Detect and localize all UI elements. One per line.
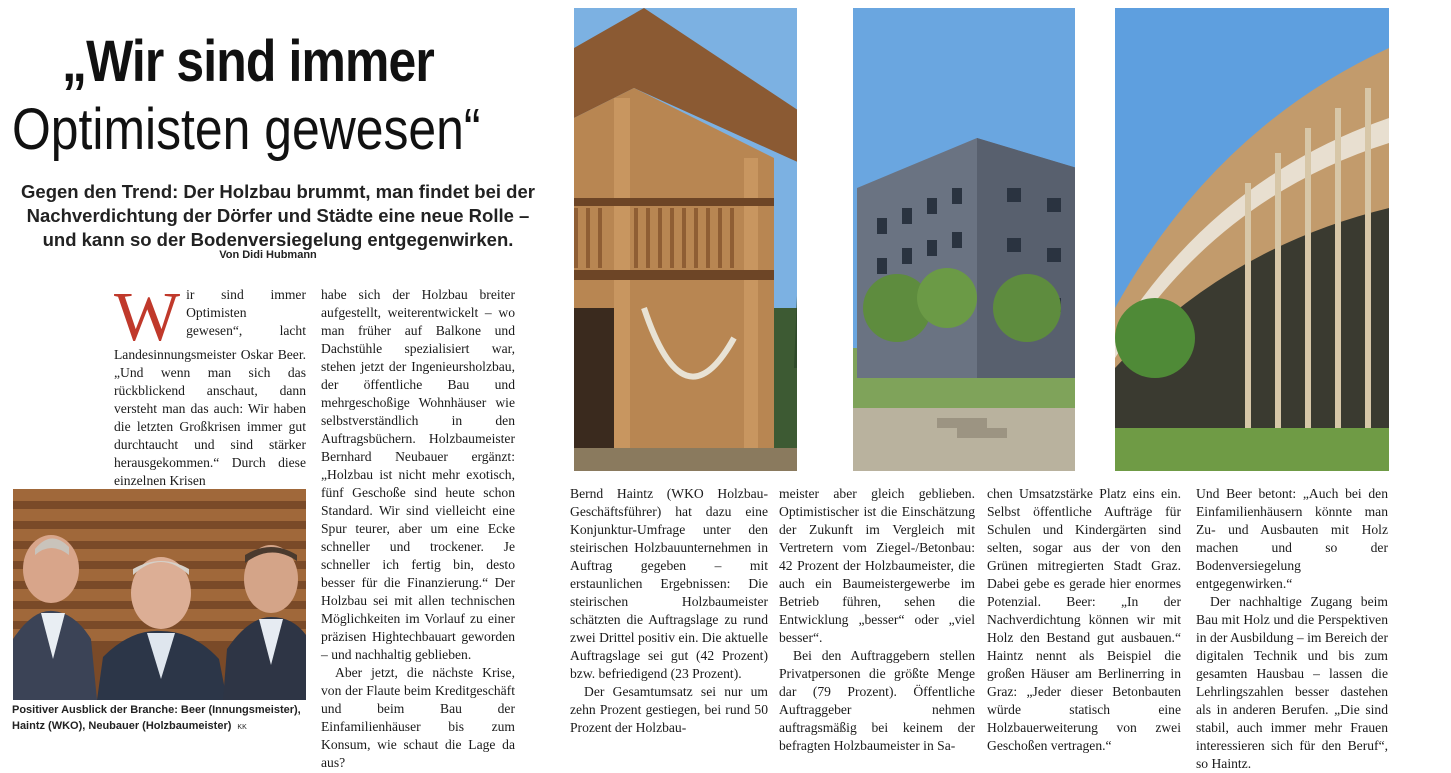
column-6-paragraph-1: Und Beer betont: „Auch bei den Einfamilienhäusern könnte man Zu- und Ausbauten mit Holz machen und so der Bodenversiegelung entgegenwirken.“ [1196, 486, 1388, 591]
column-6 [1196, 485, 1388, 773]
column-2 [321, 286, 515, 772]
column-4-paragraph-2: Bei den Auftraggebern stellen Privatpersonen die größte Menge dar (79 Prozent). Öffentliche Auftraggeber nehmen auftragsmäßig bei keinem der befragten Holzbaumeister in Sa- [779, 648, 975, 753]
caption-text: Positiver Ausblick der Branche: Beer (Innungsmeister), Haintz (WKO), Neubauer (Holzbaumeister) [12, 704, 301, 732]
curved-building-image [1075, 8, 1389, 471]
photo-credit: KK [237, 724, 247, 731]
photo-curved-building [1075, 8, 1389, 471]
portrait-image [13, 489, 306, 700]
column-2-paragraph-2: Aber jetzt, die nächste Krise, von der Flaute beim Kreditgeschäft und beim Bau der Einfamilienhäuser bis zum Konsum, wie schaut die Lage da aus? [321, 665, 515, 770]
photo-caption [12, 702, 310, 736]
author-byline: Von Didi Hubmann [219, 249, 317, 261]
subheadline: Gegen den Trend: Der Holzbau brummt, man findet bei der Nachverdichtung der Dörfer und Städte eine neue Rolle – und kann so der Bodenversiegelung entgegenwirken. [21, 181, 535, 250]
column-1 [114, 279, 306, 490]
drop-cap: W [114, 279, 181, 356]
column-4 [779, 485, 975, 755]
column-1-text: ir sind immer Optimisten gewesen“, lacht Landesinnungsmeister Oskar Beer. „Und wenn man sich das rückblickend anschaut, dann versteht man das auch: Wir haben die letzten Großkrisen immer gut durchtaucht und sind stärker herausgekommen.“ Durch diese einzelnen Krisen [114, 287, 306, 488]
column-4-paragraph-1: meister aber gleich geblieben. Optimistischer ist die Einschätzung der Zukunft im Vergleich mit Vertretern vom Ziegel-/Betonbau: 42 Prozent der Holzbaumeister, die auch ein Baumeistergewerbe im Betrieb führen, sehen die Entwicklung „besser“ oder „viel besser“. [779, 486, 975, 645]
column-6-paragraph-2: Der nachhaltige Zugang beim Bau mit Holz und die Perspektiven in der Ausbildung – im Bereich der digitalen Technik und bis zum gesamten Hausbau – lassen die Lehrlingszahlen besser dastehen als in anderen Berufen. „Die sind stabil, auch immer mehr Frauen interessieren sich für den Beruf“, so Haintz. [1196, 594, 1388, 771]
column-3-paragraph-1: Bernd Haintz (WKO Holzbau-Geschäftsführer) hat dazu eine Konjunktur-Umfrage unter den steirischen Holzbauunternehmen in Auftrag gegeben – mit erstaunlichen Ergebnissen: Die steirischen Holzbaumeister schätzten die Auftragslage zu rund zwei Drittel positiv ein. Die aktuelle Auftragslage sei gut (42 Prozent) bzw. befriedigend (23 Prozent). [570, 486, 768, 681]
column-5-paragraph-1: chen Umsatzstärke Platz eins ein. Selbst öffentliche Aufträge für Schulen und Kindergärten sind selten, sogar aus der von den Grünen mitregierten Stadt Graz. Dabei gebe es gerade hier enormes Potenzial. Beer: „In der Nachverdichtung können wir mit Holz den Bestand gut ausbauen.“ Haintz nennt als Beispiel die großen Häuser am Berlinerring in Graz: „Jeder dieser Betonbauten würde statisch eine Holzbauerweiterung von zwei Geschoßen vertragen.“ [987, 486, 1181, 753]
column-2-paragraph-1: habe sich der Holzbau breiter aufgestellt, weiterentwickelt – wo man früher auf Balkone und Dachstühle spezialisiert war, stehen jetzt der Ingenieursholzbau, der öffentliche Bau und mehrgeschoßige Wohnhäuser wie selbstverständlich in den Auftragsbüchern. Holzbaumeister Bernhard Neubauer ergänzt: „Holzbau ist nicht mehr exotisch, fünf Geschoße sind heute schon Standard. Wir sind vielleicht eine Spur teurer, aber um eine Ecke schneller und trockener. Je schneller ich fertig bin, desto besser für die Finanzierung.“ Der Holzbau sei mit allen technischen Möglichkeiten im Vorlauf zu einer präzisen Hightechbauart geworden – und nachhaltig geblieben. [321, 287, 515, 662]
portrait-photo [13, 489, 306, 700]
column-3 [570, 485, 768, 737]
headline-line-1: „Wir sind immer [62, 29, 434, 94]
headline-line-2: Optimisten gewesen“ [12, 97, 481, 162]
column-5 [987, 485, 1181, 755]
column-3-paragraph-2: Der Gesamtumsatz sei nur um zehn Prozent gestiegen, bei rund 50 Prozent der Holzbau- [570, 684, 768, 735]
